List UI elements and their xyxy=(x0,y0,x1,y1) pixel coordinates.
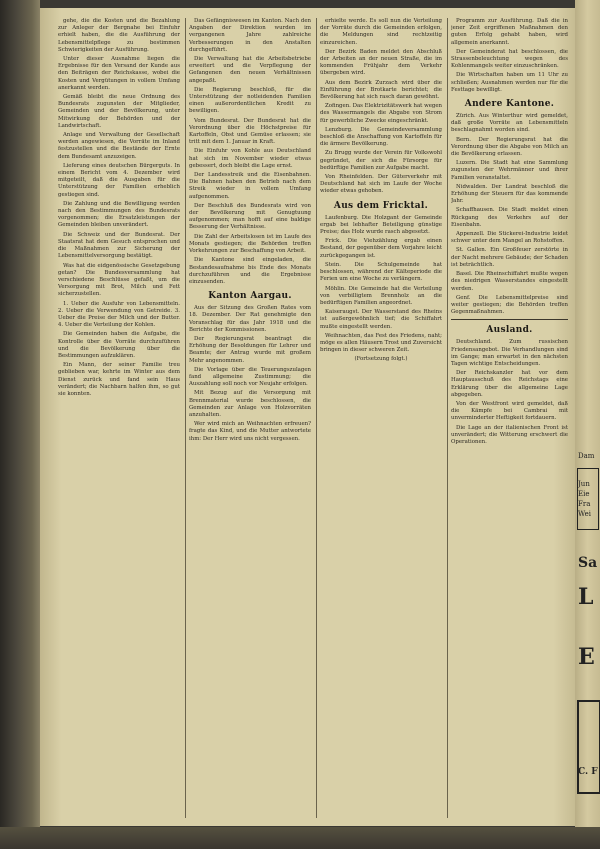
column-divider xyxy=(316,18,317,818)
newspaper-page xyxy=(40,8,575,826)
paragraph: Der Regierungsrat beantragt die Erhöhung der Besoldungen für Lehrer und Beamte; der Antrag wurde mit großem Mehr angenommen. xyxy=(189,335,311,364)
paragraph: Die Einfuhr von Kohle aus Deutschland hat sich im November wieder etwas gebessert, doch bleibt die Lage ernst. xyxy=(189,148,311,169)
column-divider xyxy=(185,18,186,818)
paragraph: Die Kantone sind eingeladen, die Bestandesaufnahme bis Ende des Monats durchzuführen und die Ergebnisse einzusenden. xyxy=(189,257,311,285)
paragraph: gehe, die die Kosten und die Bezahlung zur Anleger der Bergnahe bei Einfuhr erhielt haben, die die Ausführung der Lebensmittelpflege zu bestimmen Schwierigkeiten der Ausführung. xyxy=(58,18,180,53)
paragraph: Appenzell. Die Stickerei-Industrie leidet schwer unter dem Mangel an Rohstoffen. xyxy=(451,231,568,245)
page-fragment: Jun xyxy=(578,480,590,488)
column-divider xyxy=(447,18,448,818)
paragraph: Die Wirtschaften haben um 11 Uhr zu schließen; Ausnahmen werden nur für die Festtage bewilligt. xyxy=(451,72,568,93)
paragraph: Lenzburg. Die Gemeindeversammlung beschloß die Anschaffung von Kartoffeln für die ärmere Bevölkerung. xyxy=(320,126,442,148)
paragraph: Zürich. Aus Winterthur wird gemeldet, daß große Vorräte an Lebensmitteln beschlagnahmt worden sind. xyxy=(451,113,568,134)
paragraph: erhielte werde. Es soll nun die Verteilung der Vorräte durch die Gemeinden erfolgen, die Meldungen sind rechtzeitig einzureichen. xyxy=(320,18,442,46)
column-4 xyxy=(451,18,568,818)
columns-container xyxy=(58,18,568,818)
paragraph: Die Zahlung und die Bewilligung werden nach den Bestimmungen des Bundesrats vorgenommen; die Ersatzleistungen der Gemeinden bleiben unverändert. xyxy=(58,200,180,229)
paragraph: Wer wird mich an Weihnachten erfreuen? fragte das Kind, und die Mutter antwortete ihm: Der Herr wird uns nicht vergessen. xyxy=(189,421,311,442)
paragraph: Genf. Die Lebensmittelpreise sind weiter gestiegen; die Behörden treffen Gegenmaßnahmen. xyxy=(451,294,568,316)
page-fragment: Sa xyxy=(578,555,598,571)
book-edge-left xyxy=(0,0,40,849)
paragraph: Programm zur Ausführung. Daß die in jener Zeit ergriffenen Maßnahmen den guten Erfolg gehabt haben, wird allgemein anerkannt. xyxy=(451,18,568,46)
paragraph: Frick. Die Viehzählung ergab einen Bestand, der gegenüber dem Vorjahre leicht zurückgegangen ist. xyxy=(320,238,442,259)
paragraph: Stein. Die Schulgemeinde hat beschlossen, während der Kälteperiode die Ferien um eine Woche zu verlängern. xyxy=(320,261,442,283)
paragraph: Die Verwaltung hat die Arbeitsbetriebe erweitert und die Verpflegung der Gefangenen den neuen Verhältnissen angepaßt. xyxy=(189,56,311,84)
page-fragment: Dam xyxy=(578,452,595,460)
page-fragment: Wei xyxy=(578,510,592,518)
page-fragment: L xyxy=(578,584,594,610)
column-3 xyxy=(320,18,442,818)
paragraph: Mit Bezug auf die Versorgung mit Brennmaterial wurde beschlossen, die Gemeinden zur Anlage von Holzvorräten anzuhalten. xyxy=(189,390,311,418)
paragraph: Möhlin. Die Gemeinde hat die Verteilung von verbilligtem Brennholz an die bedürftigen Familien angeordnet. xyxy=(320,285,442,306)
paragraph: Nidwalden. Der Landrat beschloß die Erhöhung der Steuern für das kommende Jahr. xyxy=(451,183,568,205)
section-divider xyxy=(451,319,568,320)
paragraph: Luzern. Die Stadt hat eine Sammlung zugunsten der Wehrmänner und ihrer Familien veranstaltet. xyxy=(451,160,568,181)
paragraph: 1. Ueber die Ausfuhr von Lebensmitteln. 2. Ueber die Verwendung von Getreide. 3. Ueber die Preise der Milch und der Butter. 4. Ueber die Verteilung der Kohlen. xyxy=(58,300,180,329)
paragraph: Die Schweiz und der Bundesrat. Der Staatsrat hat dem Gesuch entsprochen und die Maßnahmen zur Sicherung der Lebensmittelversorgung bestätigt. xyxy=(58,231,180,260)
paragraph: Ein Mann, der seiner Familie treu geblieben war, kehrte im Winter aus dem Dienst zurück und fand sein Haus verändert; die Nachbarn halfen ihm, so gut sie konnten. xyxy=(58,362,180,397)
paragraph: Zu Brugg wurde der Verein für Volkswohl gegründet, der sich die Fürsorge für bedürftige Familien zur Aufgabe macht. xyxy=(320,150,442,171)
paragraph: Zofingen. Das Elektrizitätswerk hat wegen des Wassermangels die Abgabe von Strom für gewerbliche Zwecke eingeschränkt. xyxy=(320,103,442,124)
paragraph: Aus der Sitzung des Großen Rates vom 18. Dezember. Der Rat genehmigte den Voranschlag für das Jahr 1918 und die Berichte der Kommissionen. xyxy=(189,305,311,333)
column-2 xyxy=(189,18,311,818)
paragraph: Weihnachten, das Fest des Friedens, naht; möge es allen Häusern Trost und Zuversicht bringen in dieser schweren Zeit. xyxy=(320,332,442,354)
section-title-andere-kantone: Andere Kantone. xyxy=(464,99,555,110)
paragraph: Von der Westfront wird gemeldet, daß die Kämpfe bei Cambrai mit unverminderter Heftigkeit fortdauern. xyxy=(451,400,568,422)
paragraph: Was hat die eidgenössische Gesetzgebung getan? Die Bundesversammlung hat verschiedene Beschlüsse gefaßt, um die Versorgung mit Brot, Milch und Fett sicherzustellen. xyxy=(58,262,180,298)
section-title-aus-dem-fricktal: Aus dem Fricktal. xyxy=(333,200,429,211)
paragraph: Vom Bundesrat. Der Bundesrat hat die Verordnung über die Höchstpreise für Kartoffeln, Obst und Gemüse erlassen; sie tritt mit dem 1. Januar in Kraft. xyxy=(189,117,311,146)
paragraph: Von Rheinfelden. Der Güterverkehr mit Deutschland hat sich im Laufe der Woche wieder etwas gehoben. xyxy=(320,174,442,195)
paragraph: Schaffhausen. Die Stadt meldet einen Rückgang des Verkehrs auf der Eisenbahn. xyxy=(451,207,568,228)
paragraph: Laufenburg. Die Holzgant der Gemeinde ergab bei lebhafter Beteiligung günstige Preise; das Holz wurde rasch abgesetzt. xyxy=(320,214,442,236)
paragraph: Unter dieser Ausnahme liegen die Ergebnisse für den Versand der Kunde aus den Beiträgen der Reichskasse, wobei die Kosten und Vergütungen in vollem Umfang anerkannt werden. xyxy=(58,56,180,91)
paragraph: Die Lage an der italienischen Front ist unverändert; die Witterung erschwert die Operationen. xyxy=(451,424,568,445)
adjacent-page-edge xyxy=(575,0,600,849)
paragraph: Deutschland. Zum russischen Friedensangebot. Die Verhandlungen sind im Gange; man erwartet in den nächsten Tagen wichtige Entscheidungen. xyxy=(451,339,568,367)
paragraph: Der Beschluß des Bundesrats wird von der Bevölkerung mit Genugtuung aufgenommen; man hofft auf eine baldige Besserung der Verhältnisse. xyxy=(189,202,311,231)
page-fragment: E xyxy=(578,644,595,670)
page-fragment: Fra xyxy=(578,500,591,508)
paragraph: Das Gefängniswesen im Kanton. Nach den Angaben der Direktion wurden im vergangenen Jahre zahlreiche Verbesserungen in den Anstalten durchgeführt. xyxy=(189,18,311,53)
section-title-ausland: Ausland. xyxy=(486,325,533,336)
paragraph: Die Zahl der Arbeitslosen ist im Laufe des Monats gestiegen; die Behörden treffen Vorkehrungen zur Beschaffung von Arbeit. xyxy=(189,233,311,255)
paragraph: Der Gemeinderat hat beschlossen, die Strassenbeleuchtung wegen des Kohlenmangels weiter einzuschränken. xyxy=(451,48,568,70)
paragraph: Die Vorlage über die Teuerungszulagen fand allgemeine Zustimmung; die Auszahlung soll noch vor Neujahr erfolgen. xyxy=(189,366,311,388)
paragraph: Anlage und Verwaltung der Gesellschaft werden angewiesen, die Vorräte im Inland festzustellen und die Bestände der Ernte dem Bundesamt anzuzeigen. xyxy=(58,132,180,160)
paragraph: Der Reichskanzler hat vor dem Hauptausschuß des Reichstags eine Erklärung über die allgemeine Lage abgegeben. xyxy=(451,370,568,398)
paragraph: Basel. Die Rheinschiffahrt mußte wegen des niedrigen Wasserstandes eingestellt werden. xyxy=(451,271,568,292)
continuation-note: (Fortsetzung folgt.) xyxy=(354,356,408,363)
paragraph: Kaiseraugst. Der Wasserstand des Rheins ist außergewöhnlich tief; die Schiffahrt mußte eingestellt werden. xyxy=(320,309,442,330)
paragraph: Der Landesstreik und die Eisenbahnen. Die Bahnen haben den Betrieb nach dem Streik wieder in vollem Umfang aufgenommen. xyxy=(189,172,311,200)
book-edge-bottom xyxy=(0,827,600,849)
paragraph: St. Gallen. Ein Großfeuer zerstörte in der Nacht mehrere Gebäude; der Schaden ist beträchtlich. xyxy=(451,247,568,268)
paragraph: Aus dem Bezirk Zurzach wird über die Einführung der Brotkarte berichtet; die Bevölkerung hat sich rasch daran gewöhnt. xyxy=(320,79,442,101)
paragraph: Die Regierung beschloß, für die Unterstützung der notleidenden Familien einen außerordentlichen Kredit zu bewilligen. xyxy=(189,86,311,115)
paragraph: Lieferung eines deutschen Bürgerguts. In einem Bericht vom 4. Dezember wird mitgeteilt, daß die Ausgaben für die Unterstützung der Familien erheblich gestiegen sind. xyxy=(58,162,180,198)
ad-box xyxy=(577,700,600,794)
page-fragment: Eie xyxy=(578,490,590,498)
column-1 xyxy=(58,18,180,818)
paragraph: Bern. Der Regierungsrat hat die Verordnung über die Abgabe von Milch an die Bevölkerung erlassen. xyxy=(451,136,568,158)
paragraph: Gemäß bleibt die neue Ordnung des Bundesrats zugunsten der Mitglieder, Gemeinden und der Bevölkerung, unter Mitwirkung der Behörden und der Landwirtschaft. xyxy=(58,94,180,129)
section-title-kanton-aargau: Kanton Aargau. xyxy=(208,291,292,302)
ad-box xyxy=(577,468,599,530)
paragraph: Die Gemeinden haben die Aufgabe, die Kontrolle über die Vorräte durchzuführen und die Bevölkerung über die Bestimmungen aufzuklären. xyxy=(58,331,180,359)
page-fragment: C. F xyxy=(578,767,598,777)
paragraph: Der Bezirk Baden meldet den Abschluß der Arbeiten an der neuen Straße, die im kommenden Frühjahr dem Verkehr übergeben wird. xyxy=(320,48,442,77)
